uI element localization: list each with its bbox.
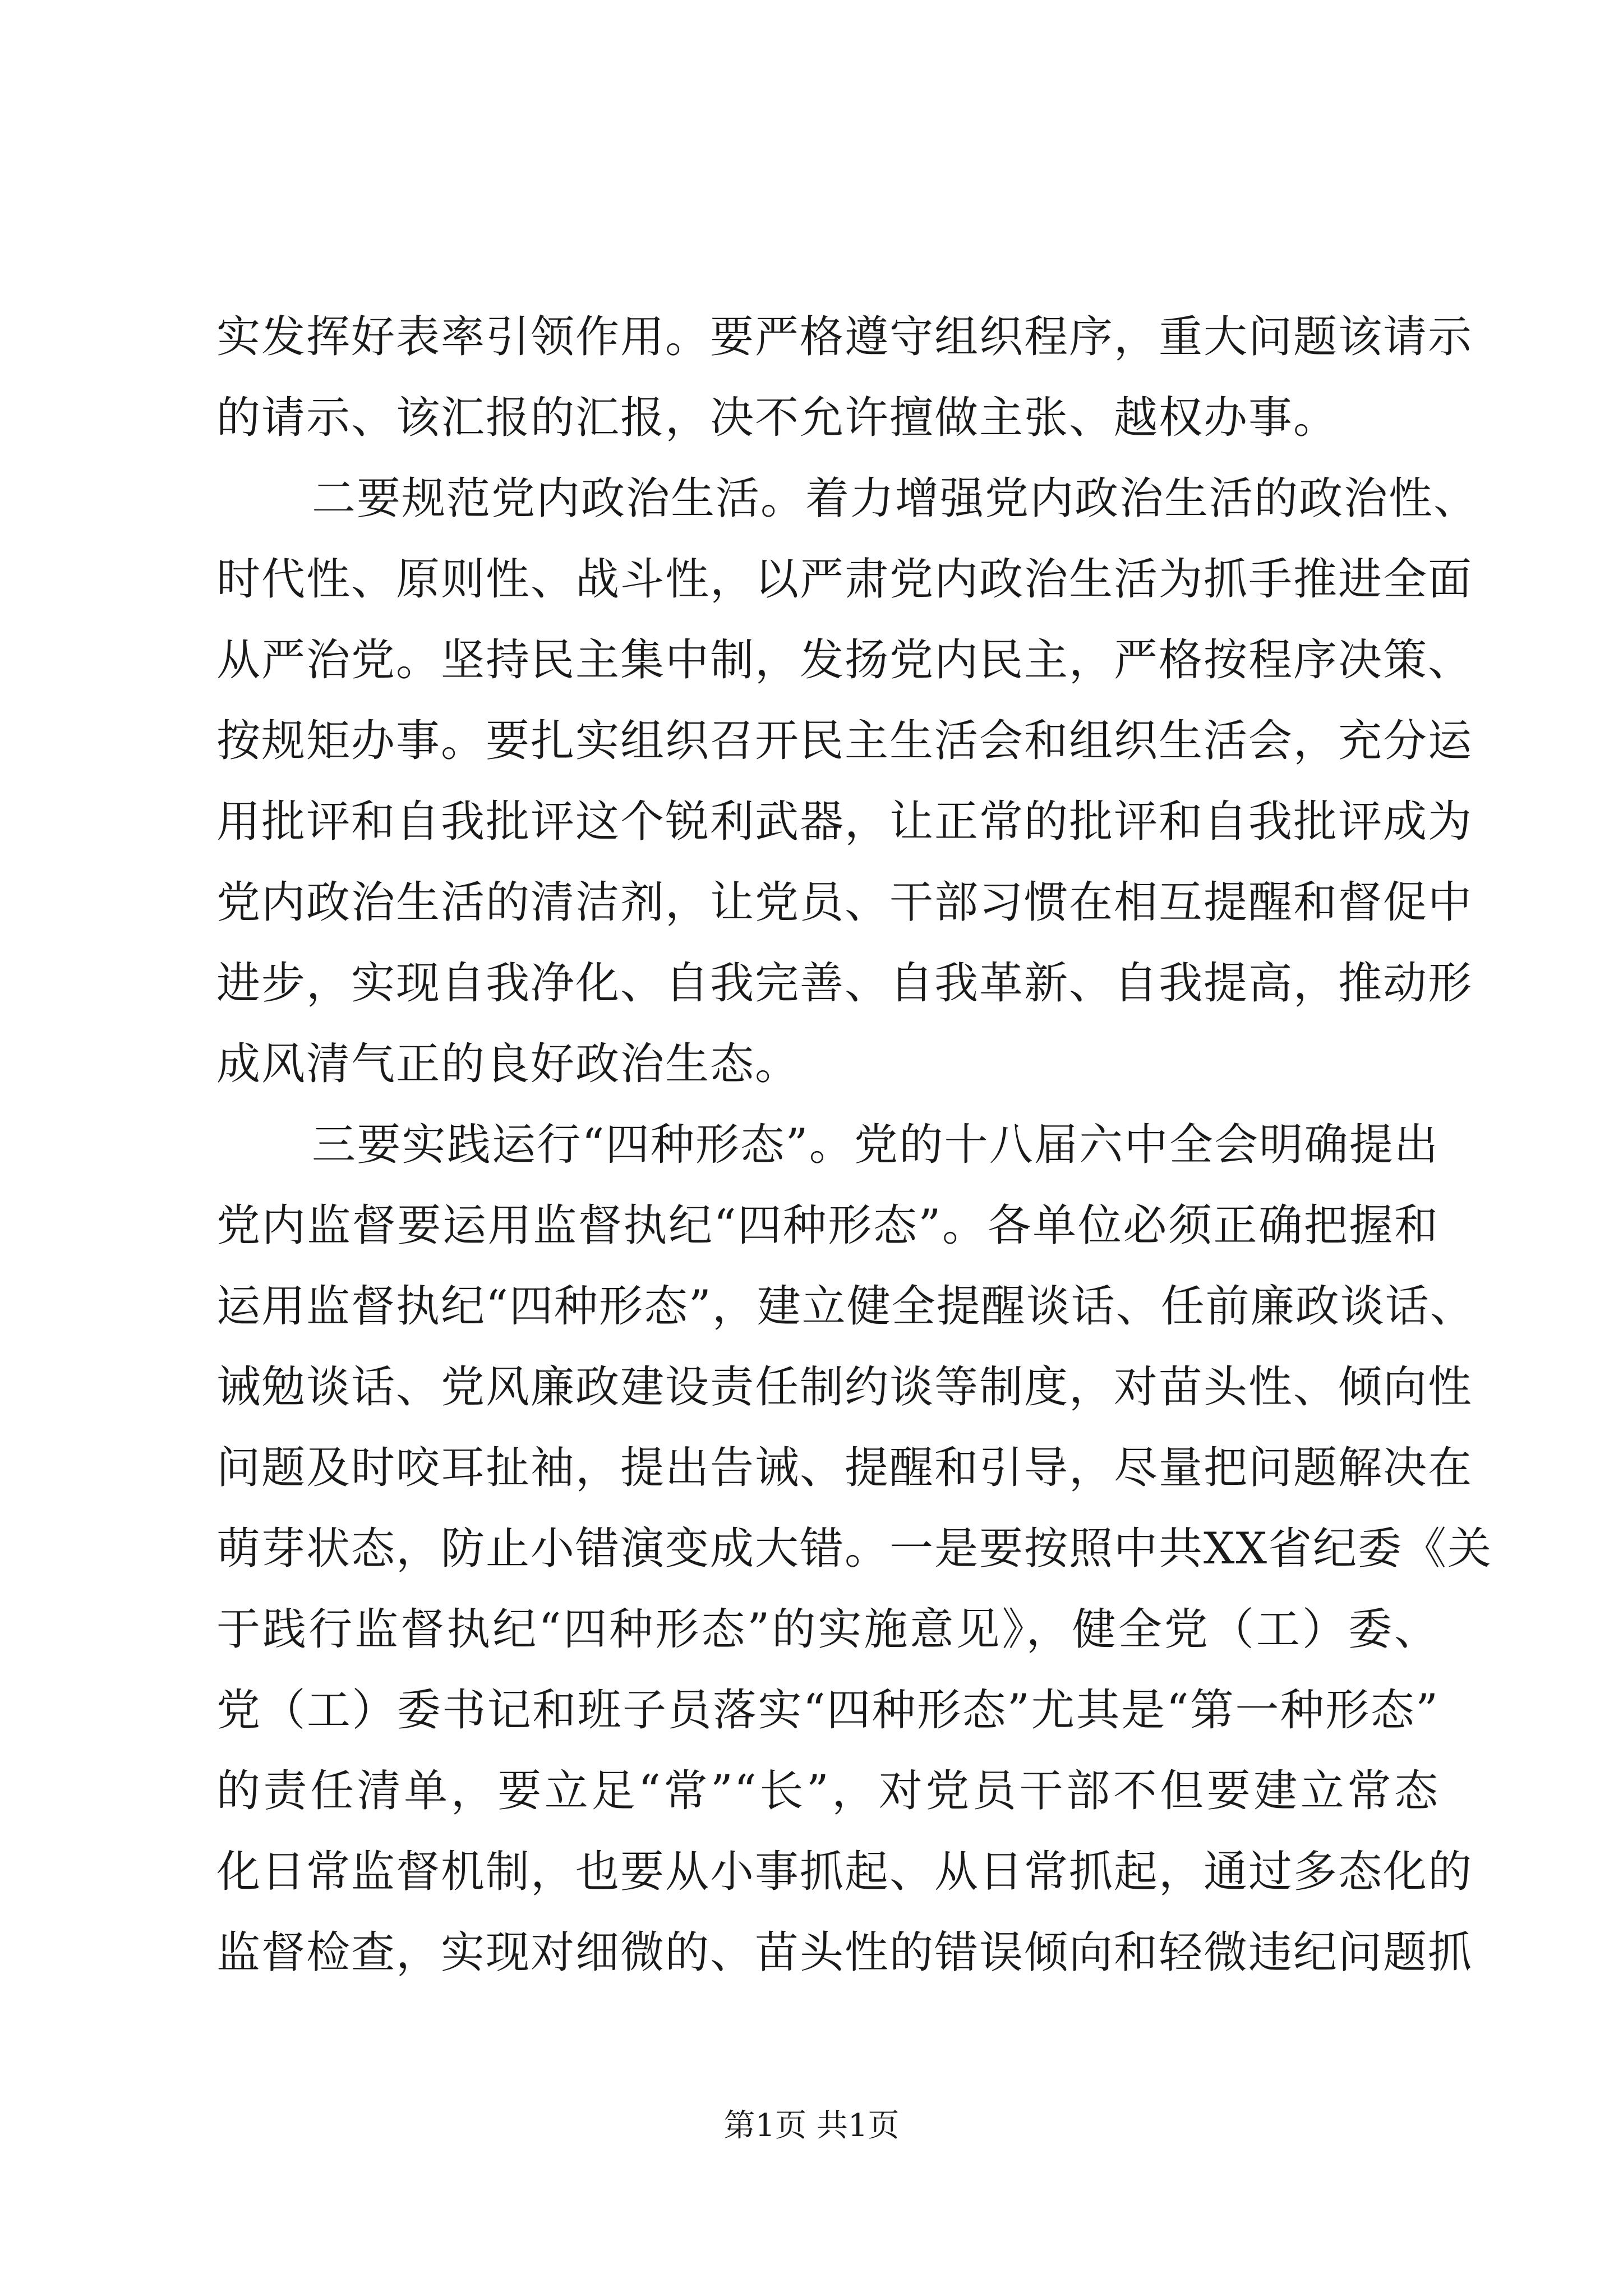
paragraph-start-line: 二要规范党内政治生活。着力增强党内政治生活的政治性、 xyxy=(312,473,1479,524)
text-line: 党内政治生活的清洁剂，让党员、干部习惯在相互提醒和督促中 xyxy=(216,877,1473,928)
text-line: 的责任清单，要立足“常”“长”，对党员干部不但要建立常态 xyxy=(216,1766,1439,1816)
text-line: 党（工）委书记和班子员落实“四种形态”尤其是“第一种形态” xyxy=(216,1685,1439,1736)
text-line: 问题及时咬耳扯袖，提出告诫、提醒和引导，尽量把问题解决在 xyxy=(216,1443,1473,1493)
text-line: 从严治党。坚持民主集中制，发扬党内民主，严格按程序决策、 xyxy=(216,635,1473,685)
text-line: 进步，实现自我净化、自我完善、自我革新、自我提高，推动形 xyxy=(216,958,1473,1009)
text-line: 监督检查，实现对细微的、苗头性的错误倾向和轻微违纪问题抓 xyxy=(216,1927,1473,1978)
text-line: 实发挥好表率引领作用。要严格遵守组织程序，重大问题该请示 xyxy=(216,312,1473,362)
text-line: 化日常监督机制，也要从小事抓起、从日常抓起，通过多态化的 xyxy=(216,1847,1473,1897)
text-line: 按规矩办事。要扎实组织召开民主生活会和组织生活会，充分运 xyxy=(216,716,1473,766)
paragraph-start-line: 三要实践运行“四种形态”。党的十八届六中全会明确提出 xyxy=(312,1120,1439,1170)
text-line: 成风清气正的良好政治生态。 xyxy=(216,1039,800,1089)
text-line: 运用监督执纪“四种形态”，建立健全提醒谈话、任前廉政谈话、 xyxy=(216,1281,1475,1332)
page-footer: 第1页 共1页 xyxy=(723,2108,900,2144)
body-text xyxy=(216,306,1493,2002)
text-line: 用批评和自我批评这个锐利武器，让正常的批评和自我批评成为 xyxy=(216,797,1473,847)
text-line: 于践行监督执纪“四种形态”的实施意见》，健全党（工）委、 xyxy=(216,1604,1439,1655)
text-line: 的请示、该汇报的汇报，决不允许擅做主张、越权办事。 xyxy=(216,393,1339,443)
text-line: 诫勉谈话、党风廉政建设责任制约谈等制度，对苗头性、倾向性 xyxy=(216,1362,1473,1412)
text-line: 党内监督要运用监督执纪“四种形态”。各单位必须正确把握和 xyxy=(216,1200,1439,1251)
text-line: 时代性、原则性、战斗性，以严肃党内政治生活为抓手推进全面 xyxy=(216,554,1473,605)
text-line: 萌芽状态，防止小错演变成大错。一是要按照中共XX省纪委《关 xyxy=(216,1524,1493,1574)
